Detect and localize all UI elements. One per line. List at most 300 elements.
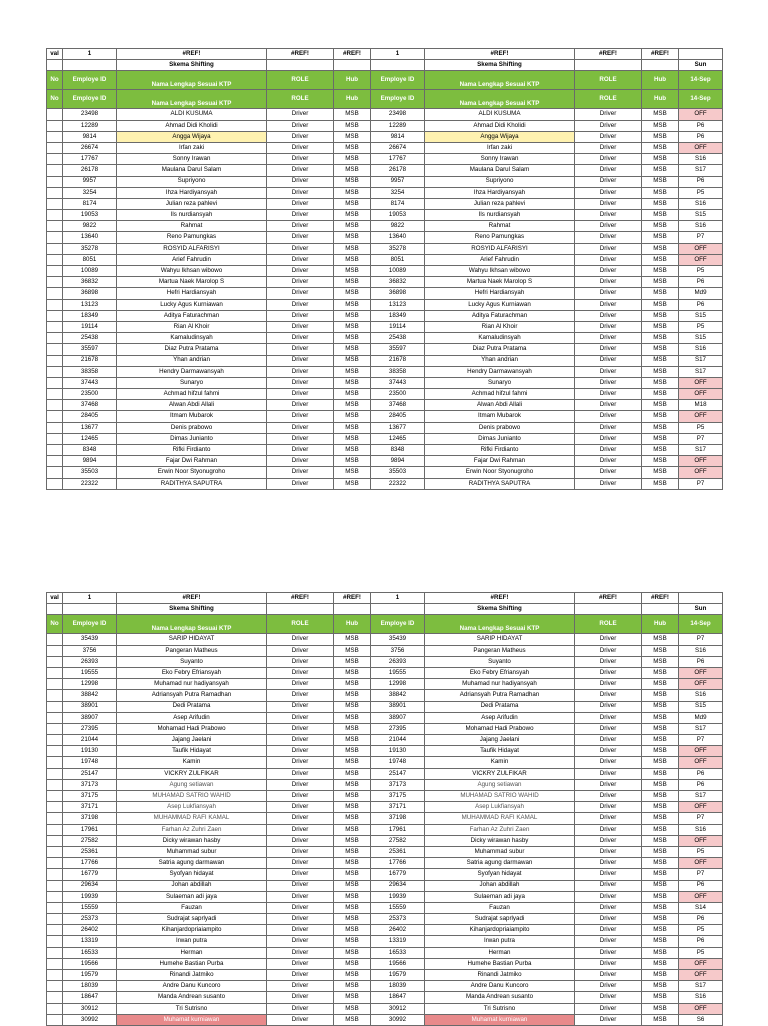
role-cell: Driver [267, 970, 334, 981]
val-label: val [47, 593, 63, 604]
employee-id-cell: 21044 [371, 735, 425, 746]
shift-code-cell: S16 [679, 824, 723, 835]
role-cell: Driver [575, 958, 642, 969]
role-cell: Driver [575, 846, 642, 857]
employee-id-cell: 9822 [63, 221, 117, 232]
employee-id-cell: 3254 [371, 187, 425, 198]
name-cell: Sunaryo [425, 377, 575, 388]
hub-cell: MSB [334, 445, 371, 456]
empty-cell [63, 604, 117, 615]
shift-code-cell: S15 [679, 701, 723, 712]
employee-id-cell: 16533 [63, 947, 117, 958]
table-row [47, 723, 723, 734]
hub-cell: MSB [642, 422, 679, 433]
employee-id-header: Employe ID [371, 615, 425, 634]
role-cell: Driver [575, 321, 642, 332]
shift-code-cell: S16 [679, 154, 723, 165]
name-cell: Mohamad Hadi Prabowo [117, 723, 267, 734]
hub-cell: MSB [642, 779, 679, 790]
employee-id-cell: 18039 [63, 981, 117, 992]
name-cell: Arief Fahrudin [425, 254, 575, 265]
meta-row [47, 49, 723, 60]
row-number-cell [47, 299, 63, 310]
day-label: Sun [679, 604, 723, 615]
index-cell: 1 [371, 593, 425, 604]
table-row [47, 712, 723, 723]
role-cell: Driver [575, 802, 642, 813]
name-cell: Ihza Hardiyansyah [425, 187, 575, 198]
name-cell: Taufik Hidayat [117, 746, 267, 757]
table-row [47, 656, 723, 667]
employee-id-cell: 36832 [63, 277, 117, 288]
employee-id-cell: 30912 [63, 1003, 117, 1014]
hub-cell: MSB [642, 456, 679, 467]
hub-cell: MSB [334, 723, 371, 734]
role-cell: Driver [575, 456, 642, 467]
shift-code-cell: P6 [679, 914, 723, 925]
role-cell: Driver [575, 221, 642, 232]
name-cell: Manda Andrean susanto [425, 992, 575, 1003]
table-row [47, 679, 723, 690]
hub-cell: MSB [642, 400, 679, 411]
name-cell: Eko Febry Efriansyah [117, 667, 267, 678]
header-row [47, 90, 723, 109]
hub-cell: MSB [642, 389, 679, 400]
shift-code-cell: P7 [679, 869, 723, 880]
scheme-label: Skema Shifting [117, 604, 267, 615]
role-cell: Driver [575, 131, 642, 142]
hub-cell: MSB [642, 936, 679, 947]
table-row [47, 109, 723, 120]
employee-id-cell: 13677 [371, 422, 425, 433]
role-cell: Driver [267, 1003, 334, 1014]
name-cell: Ahmad Didi Kholidi [425, 120, 575, 131]
hub-cell: MSB [334, 355, 371, 366]
name-cell: SARIP HIDAYAT [117, 634, 267, 645]
row-number-cell [47, 690, 63, 701]
role-cell: Driver [575, 835, 642, 846]
role-cell: Driver [575, 198, 642, 209]
role-cell: Driver [575, 779, 642, 790]
hub-cell: MSB [334, 981, 371, 992]
hub-cell: MSB [642, 120, 679, 131]
name-cell: Johan abdillah [425, 880, 575, 891]
empty-cell [679, 49, 723, 60]
employee-id-cell: 23500 [63, 389, 117, 400]
ref-error-cell: #REF! [117, 49, 267, 60]
name-cell: Alwan Abdi Allali [425, 400, 575, 411]
employee-id-cell: 17766 [63, 858, 117, 869]
employee-id-cell: 25438 [63, 333, 117, 344]
name-cell: Lucky Agus Kurniawan [425, 299, 575, 310]
name-cell: Asep Arifudin [425, 712, 575, 723]
name-cell: Ils nurdiansyah [425, 210, 575, 221]
shift-code-cell: P6 [679, 936, 723, 947]
hub-cell: MSB [642, 109, 679, 120]
name-cell: Rahmat [117, 221, 267, 232]
role-cell: Driver [267, 377, 334, 388]
name-cell: Asep Arifudin [117, 712, 267, 723]
employee-id-cell: 36898 [63, 288, 117, 299]
employee-id-cell: 30992 [63, 1014, 117, 1025]
employee-id-cell: 9822 [371, 221, 425, 232]
hub-cell: MSB [334, 187, 371, 198]
hub-cell: MSB [642, 478, 679, 489]
table-row [47, 433, 723, 444]
name-cell: Fauzan [117, 902, 267, 913]
name-cell: Hefri Hardiansyah [117, 288, 267, 299]
scheme-row [47, 60, 723, 71]
name-cell: Manda Andrean susanto [117, 992, 267, 1003]
role-cell: Driver [267, 109, 334, 120]
table-row [47, 869, 723, 880]
shift-code-cell: OFF [679, 377, 723, 388]
table-row [47, 981, 723, 992]
role-cell: Driver [575, 925, 642, 936]
employee-id-cell: 12289 [371, 120, 425, 131]
employee-id-cell: 26674 [371, 142, 425, 153]
role-cell: Driver [267, 422, 334, 433]
role-cell: Driver [267, 690, 334, 701]
name-cell: Tri Sutrisno [117, 1003, 267, 1014]
employee-id-cell: 12998 [63, 679, 117, 690]
hub-cell: MSB [334, 266, 371, 277]
employee-id-cell: 29634 [63, 880, 117, 891]
shift-code-cell: P5 [679, 187, 723, 198]
shift-code-cell: OFF [679, 958, 723, 969]
employee-id-header: Employe ID [63, 71, 117, 90]
table-row [47, 936, 723, 947]
empty-cell [267, 60, 334, 71]
employee-id-cell: 37468 [63, 400, 117, 411]
role-cell: Driver [575, 914, 642, 925]
name-cell: Rahmat [425, 221, 575, 232]
name-cell: Sulaeman adi jaya [425, 891, 575, 902]
role-cell: Driver [575, 1003, 642, 1014]
employee-id-cell: 38901 [371, 701, 425, 712]
employee-id-cell: 23498 [371, 109, 425, 120]
empty-cell [47, 60, 63, 71]
hub-cell: MSB [642, 846, 679, 857]
role-cell: Driver [267, 288, 334, 299]
shift-code-cell: OFF [679, 142, 723, 153]
hub-cell: MSB [642, 288, 679, 299]
shift-code-cell: OFF [679, 411, 723, 422]
table-row [47, 791, 723, 802]
role-cell: Driver [267, 791, 334, 802]
row-number-cell [47, 232, 63, 243]
employee-id-cell: 38907 [371, 712, 425, 723]
name-cell: Kihanjardopriaiampito [425, 925, 575, 936]
row-number-cell [47, 131, 63, 142]
name-cell: Mohamad Hadi Prabowo [425, 723, 575, 734]
row-number-cell [47, 198, 63, 209]
name-cell: Yhan andrian [117, 355, 267, 366]
hub-cell: MSB [642, 824, 679, 835]
role-cell: Driver [575, 154, 642, 165]
shift-code-cell: P6 [679, 779, 723, 790]
name-cell: Sonny Irawan [117, 154, 267, 165]
hub-cell: MSB [334, 198, 371, 209]
shift-code-cell: P6 [679, 880, 723, 891]
name-header: Nama Lengkap Sesuai KTP [117, 71, 267, 90]
hub-cell: MSB [642, 445, 679, 456]
empty-cell [371, 604, 425, 615]
employee-id-cell: 38842 [371, 690, 425, 701]
hub-cell: MSB [334, 232, 371, 243]
role-cell: Driver [267, 456, 334, 467]
row-number-cell [47, 746, 63, 757]
role-cell: Driver [575, 254, 642, 265]
role-cell: Driver [575, 176, 642, 187]
row-number-cell [47, 712, 63, 723]
hub-cell: MSB [642, 869, 679, 880]
row-number-cell [47, 366, 63, 377]
ref-error-cell: #REF! [267, 593, 334, 604]
employee-id-cell: 19555 [63, 667, 117, 678]
name-cell: VICKRY ZULFIKAR [425, 768, 575, 779]
row-number-cell [47, 355, 63, 366]
table-row [47, 266, 723, 277]
empty-cell [575, 60, 642, 71]
name-cell: Maulana Darul Salam [117, 165, 267, 176]
role-cell: Driver [575, 880, 642, 891]
role-cell: Driver [267, 914, 334, 925]
row-number-cell [47, 321, 63, 332]
role-cell: Driver [575, 981, 642, 992]
name-cell: Reno Pamungkas [425, 232, 575, 243]
table-row [47, 198, 723, 209]
table-row [47, 288, 723, 299]
role-cell: Driver [575, 120, 642, 131]
name-cell: Herman [117, 947, 267, 958]
name-cell: Eko Febry Efriansyah [425, 667, 575, 678]
hub-cell: MSB [642, 701, 679, 712]
hub-cell: MSB [642, 1014, 679, 1025]
index-cell: 1 [371, 49, 425, 60]
employee-id-cell: 22322 [371, 478, 425, 489]
shift-code-cell: P7 [679, 478, 723, 489]
name-cell: Kamaludinsyah [425, 333, 575, 344]
hub-cell: MSB [334, 254, 371, 265]
table-row [47, 445, 723, 456]
table-row [47, 802, 723, 813]
table-row [47, 880, 723, 891]
name-header: Nama Lengkap Sesuai KTP [117, 90, 267, 109]
employee-id-cell: 19566 [371, 958, 425, 969]
role-cell: Driver [575, 288, 642, 299]
employee-id-cell: 19130 [371, 746, 425, 757]
table-row [47, 366, 723, 377]
name-cell: Itmam Mubarok [425, 411, 575, 422]
shift-code-cell: P6 [679, 131, 723, 142]
employee-id-cell: 12465 [63, 433, 117, 444]
employee-id-cell: 18039 [371, 981, 425, 992]
table-row [47, 958, 723, 969]
table-row [47, 813, 723, 824]
shift-code-cell: P5 [679, 947, 723, 958]
hub-cell: MSB [642, 914, 679, 925]
shift-code-cell: S6 [679, 1014, 723, 1025]
shift-code-cell: S17 [679, 791, 723, 802]
employee-id-cell: 13319 [371, 936, 425, 947]
hub-cell: MSB [334, 858, 371, 869]
table-row [47, 970, 723, 981]
employee-id-cell: 10089 [371, 266, 425, 277]
name-cell: Ils nurdiansyah [117, 210, 267, 221]
hub-cell: MSB [334, 321, 371, 332]
role-cell: Driver [267, 947, 334, 958]
row-number-cell [47, 634, 63, 645]
shift-code-cell: OFF [679, 254, 723, 265]
role-cell: Driver [575, 355, 642, 366]
employee-id-cell: 26393 [371, 656, 425, 667]
name-cell: Denis prabowo [425, 422, 575, 433]
name-cell: ALDI KUSUMA [117, 109, 267, 120]
row-number-cell [47, 645, 63, 656]
role-cell: Driver [267, 333, 334, 344]
name-cell: Ahmad Didi Kholidi [117, 120, 267, 131]
employee-id-cell: 13640 [63, 232, 117, 243]
hub-cell: MSB [334, 288, 371, 299]
role-cell: Driver [575, 746, 642, 757]
hub-header: Hub [642, 71, 679, 90]
hub-cell: MSB [642, 131, 679, 142]
row-number-cell [47, 467, 63, 478]
employee-id-cell: 37443 [63, 377, 117, 388]
employee-id-cell: 37173 [371, 779, 425, 790]
table-row [47, 902, 723, 913]
row-number-cell [47, 858, 63, 869]
employee-id-cell: 8051 [63, 254, 117, 265]
name-cell: Jajang Jaelani [425, 735, 575, 746]
table-row [47, 422, 723, 433]
name-cell: Supriyono [117, 176, 267, 187]
hub-cell: MSB [334, 757, 371, 768]
role-cell: Driver [267, 232, 334, 243]
row-number-cell [47, 277, 63, 288]
employee-id-cell: 9814 [63, 131, 117, 142]
shift-code-cell: S15 [679, 333, 723, 344]
hub-cell: MSB [334, 712, 371, 723]
table-row [47, 142, 723, 153]
employee-id-cell: 13677 [63, 422, 117, 433]
row-number-cell [47, 254, 63, 265]
employee-id-cell: 25147 [63, 768, 117, 779]
table-row [47, 914, 723, 925]
shift-code-cell: S17 [679, 366, 723, 377]
employee-id-cell: 19939 [63, 891, 117, 902]
table-body-1 [47, 49, 723, 490]
role-header: ROLE [267, 615, 334, 634]
role-cell: Driver [575, 142, 642, 153]
table-row [47, 254, 723, 265]
row-number-cell [47, 723, 63, 734]
row-number-cell [47, 992, 63, 1003]
row-number-cell [47, 445, 63, 456]
table-row [47, 377, 723, 388]
hub-cell: MSB [642, 154, 679, 165]
name-cell: Fajar Dwi Rahman [425, 456, 575, 467]
hub-cell: MSB [642, 321, 679, 332]
date-header: 14-Sep [679, 615, 723, 634]
hub-cell: MSB [642, 667, 679, 678]
table-row [47, 131, 723, 142]
hub-cell: MSB [642, 277, 679, 288]
role-cell: Driver [267, 835, 334, 846]
hub-cell: MSB [334, 835, 371, 846]
role-cell: Driver [267, 679, 334, 690]
table-row [47, 165, 723, 176]
hub-cell: MSB [642, 757, 679, 768]
name-cell: Reno Pamungkas [117, 232, 267, 243]
role-cell: Driver [575, 310, 642, 321]
hub-cell: MSB [334, 1003, 371, 1014]
shift-code-cell: OFF [679, 243, 723, 254]
shift-code-cell: OFF [679, 970, 723, 981]
table-row [47, 221, 723, 232]
hub-cell: MSB [334, 824, 371, 835]
hub-cell: MSB [334, 333, 371, 344]
employee-id-cell: 19053 [63, 210, 117, 221]
hub-cell: MSB [642, 433, 679, 444]
role-header: ROLE [575, 615, 642, 634]
role-cell: Driver [575, 210, 642, 221]
employee-id-cell: 27582 [63, 835, 117, 846]
row-number-cell [47, 757, 63, 768]
hub-cell: MSB [334, 667, 371, 678]
role-cell: Driver [267, 120, 334, 131]
shift-code-cell: OFF [679, 467, 723, 478]
name-cell: Dedi Pratama [117, 701, 267, 712]
employee-id-cell: 27395 [63, 723, 117, 734]
employee-id-cell: 38358 [371, 366, 425, 377]
employee-id-cell: 25361 [371, 846, 425, 857]
hub-cell: MSB [334, 992, 371, 1003]
row-number-cell [47, 176, 63, 187]
hub-cell: MSB [642, 746, 679, 757]
hub-header: Hub [642, 615, 679, 634]
employee-id-header: Employe ID [63, 90, 117, 109]
employee-id-cell: 17767 [63, 154, 117, 165]
hub-cell: MSB [642, 299, 679, 310]
role-cell: Driver [575, 377, 642, 388]
shift-code-cell: P7 [679, 634, 723, 645]
employee-id-cell: 27582 [371, 835, 425, 846]
hub-cell: MSB [334, 131, 371, 142]
hub-cell: MSB [642, 221, 679, 232]
role-cell: Driver [575, 902, 642, 913]
hub-cell: MSB [642, 344, 679, 355]
hub-cell: MSB [334, 400, 371, 411]
table-row [47, 891, 723, 902]
role-cell: Driver [267, 400, 334, 411]
employee-id-cell: 25438 [371, 333, 425, 344]
role-cell: Driver [267, 198, 334, 209]
hub-cell: MSB [334, 779, 371, 790]
hub-cell: MSB [642, 947, 679, 958]
shift-code-cell: Md9 [679, 288, 723, 299]
table-row [47, 992, 723, 1003]
empty-cell [642, 60, 679, 71]
ref-error-cell: #REF! [575, 49, 642, 60]
employee-id-cell: 8348 [371, 445, 425, 456]
hub-cell: MSB [642, 243, 679, 254]
employee-id-cell: 38901 [63, 701, 117, 712]
name-cell: MUHAMMAD RAFI KAMAL [425, 813, 575, 824]
role-cell: Driver [267, 243, 334, 254]
table-row [47, 478, 723, 489]
